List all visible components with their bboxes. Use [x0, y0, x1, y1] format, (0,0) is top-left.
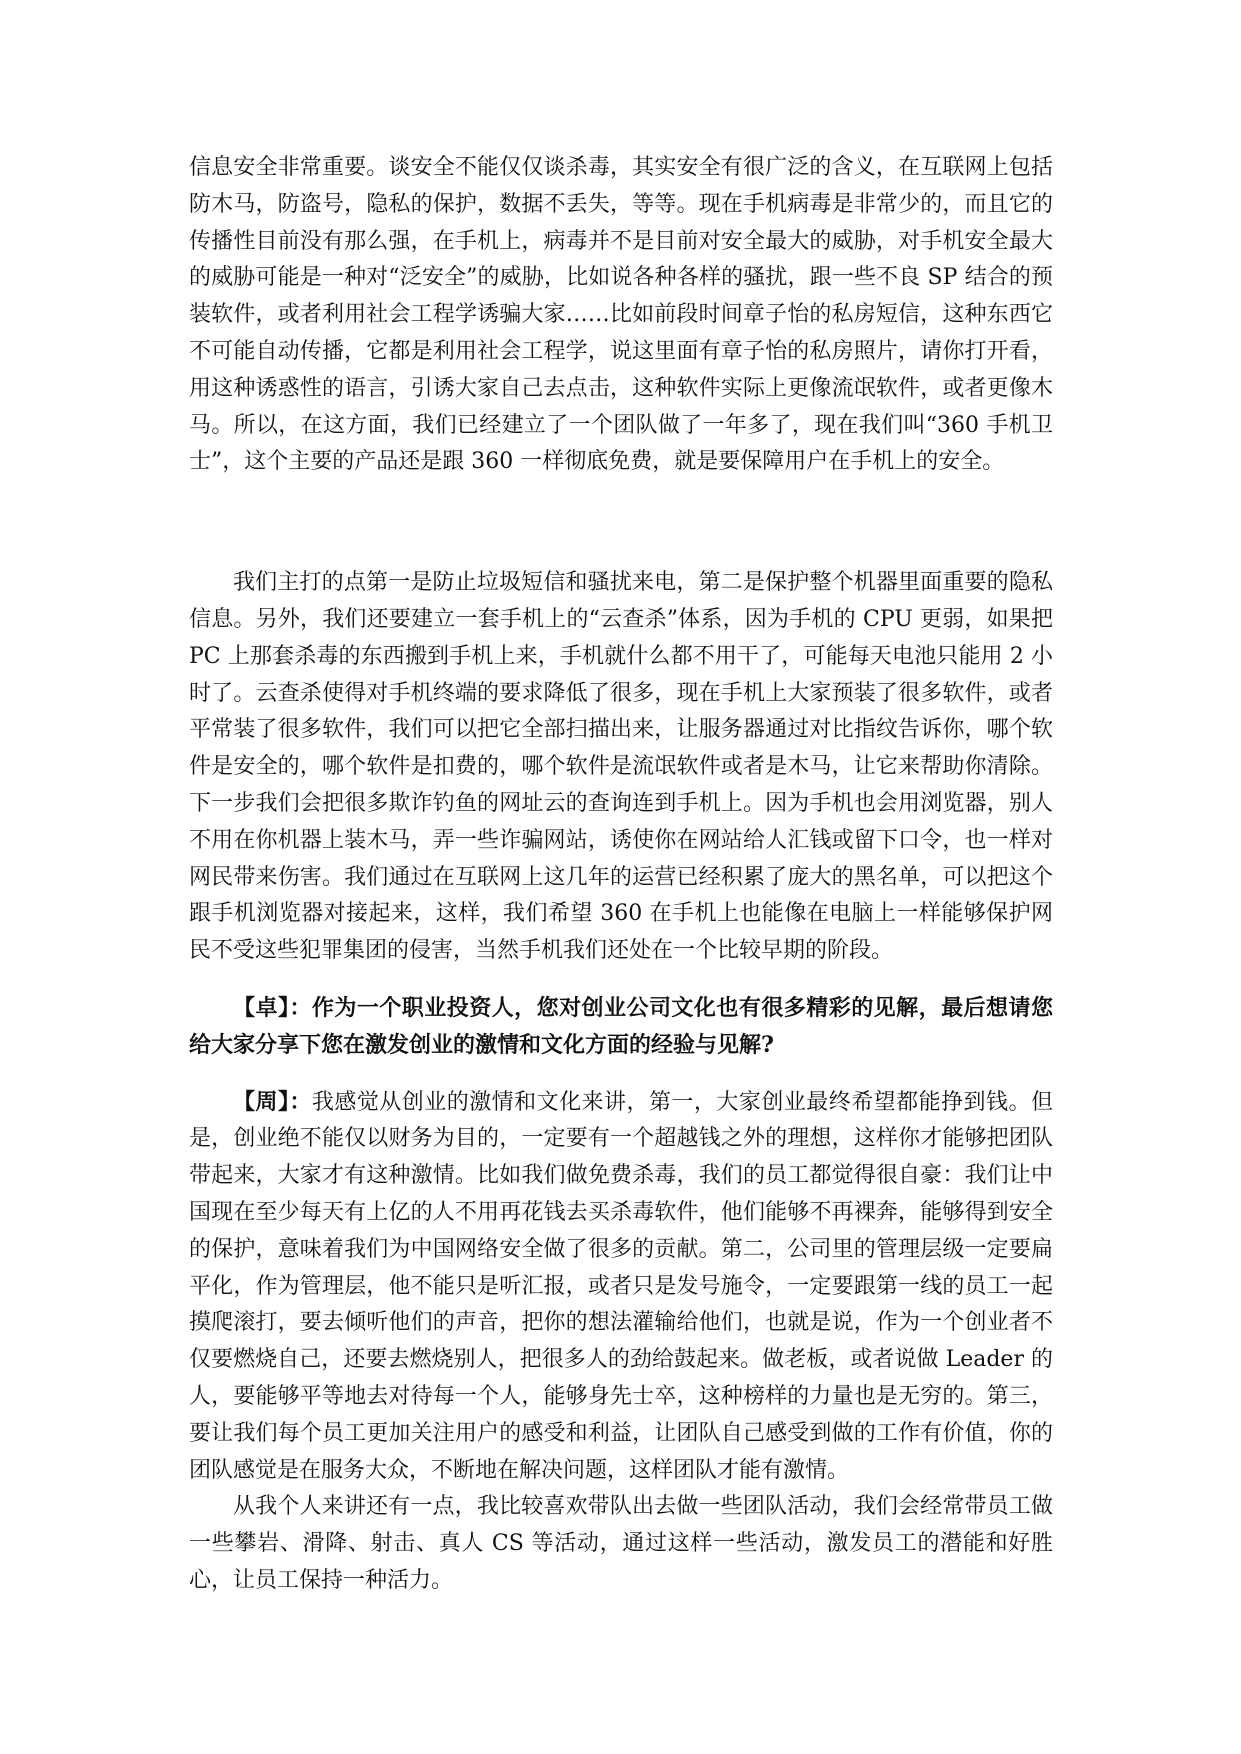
- interview-question: [189, 990, 1053, 1064]
- paragraph-gap: [189, 481, 1053, 565]
- answer-speaker-label: 【周】：: [233, 1088, 312, 1115]
- document-body: [189, 150, 1053, 1600]
- answer-text: 我感觉从创业的激情和文化来讲，第一，大家创业最终希望都能挣到钱。但是，创业绝不能仅以财务为目的，一定要有一个超越钱之外的理想，这样你才能够把团队带起来，大家才有这种激情。比如我们做免费杀毒，我们的员工都觉得很自豪：我们让中国现在至少每天有上亿的人不用再花钱去买杀毒软件，他们能够不再裸奔，能够得到安全的保护，意味着我们为中国网络安全做了很多的贡献。第二，公司里的管理层级一定要扁平化，作为管理层，他不能只是听汇报，或者只是发号施令，一定要跟第一线的员工一起摸爬滚打，要去倾听他们的声音，把你的想法灌输给他们，也就是说，作为一个创业者不仅要燃烧自己，还要去燃烧别人，把很多人的劲给鼓起来。做老板，或者说做 Leader 的人，要能够平等地去对待每一个人，能够身先士卒，这种榜样的力量也是无穷的。第三，要让我们每个员工更加关注用户的感受和利益，让团队自己感受到做的工作有价值，你的团队感觉是在服务大众，不断地在解决问题，这样团队才能有激情。: [189, 1089, 1053, 1483]
- paragraph-gap: [189, 970, 1053, 990]
- interview-answer: [189, 1084, 1053, 1490]
- paragraph-security: 信息安全非常重要。谈安全不能仅仅谈杀毒，其实安全有很广泛的含义，在互联网上包括防木马，防盗号，隐私的保护，数据不丢失，等等。现在手机病毒是非常少的，而且它的传播性目前没有那么强，在手机上，病毒并不是目前对安全最大的威胁，对手机安全最大的威胁可能是一种对“泛安全”的威胁，比如说各种各样的骚扰，跟一些不良 SP 结合的预装软件，或者利用社会工程学诱骗大家……比如前段时间章子怡的私房短信，这种东西它不可能自动传播，它都是利用社会工程学，说这里面有章子怡的私房照片，请你打开看，用这种诱惑性的语言，引诱大家自己去点击，这种软件实际上更像流氓软件，或者更像木马。所以，在这方面，我们已经建立了一个团队做了一年多了，现在我们叫“360 手机卫士”，这个主要的产品还是跟 360 一样彻底免费，就是要保障用户在手机上的安全。: [189, 155, 1053, 475]
- paragraph-team-activities: 从我个人来讲还有一点，我比较喜欢带队出去做一些团队活动，我们会经常带员工做一些攀岩、滑降、射击、真人 CS 等活动，通过这样一些活动，激发员工的潜能和好胜心，让员工保持一种活力。: [189, 1494, 1053, 1593]
- question-speaker-label: 【卓】：: [233, 994, 312, 1021]
- paragraph-gap: [189, 1064, 1053, 1084]
- paragraph-mobile-guard: 我们主打的点第一是防止垃圾短信和骚扰来电，第二是保护整个机器里面重要的隐私信息。另外，我们还要建立一套手机上的“云查杀”体系，因为手机的 CPU 更弱，如果把 PC 上那套杀毒的东西搬到手机上来，手机就什么都不用干了，可能每天电池只能用 2 小时了。云查杀使得对手机终端的要求降低了很多，现在手机上大家预装了很多软件，或者平常装了很多软件，我们可以把它全部扫描出来，让服务器通过对比指纹告诉你，哪个软件是安全的，哪个软件是扣费的，哪个软件是流氓软件或者是木马，让它来帮助你清除。下一步我们会把很多欺诈钓鱼的网址云的查询连到手机上。因为手机也会用浏览器，别人不用在你机器上装木马，弄一些诈骗网站，诱使你在网站给人汇钱或留下口令，也一样对网民带来伤害。我们通过在互联网上这几年的运营已经积累了庞大的黑名单，可以把这个跟手机浏览器对接起来，这样，我们希望 360 在手机上也能像在电脑上一样能够保护网民不受这些犯罪集团的侵害，当然手机我们还处在一个比较早期的阶段。: [189, 570, 1053, 964]
- question-text: 作为一个职业投资人，您对创业公司文化也有很多精彩的见解，最后想请您给大家分享下您在激发创业的激情和文化方面的经验与见解?: [189, 994, 1053, 1058]
